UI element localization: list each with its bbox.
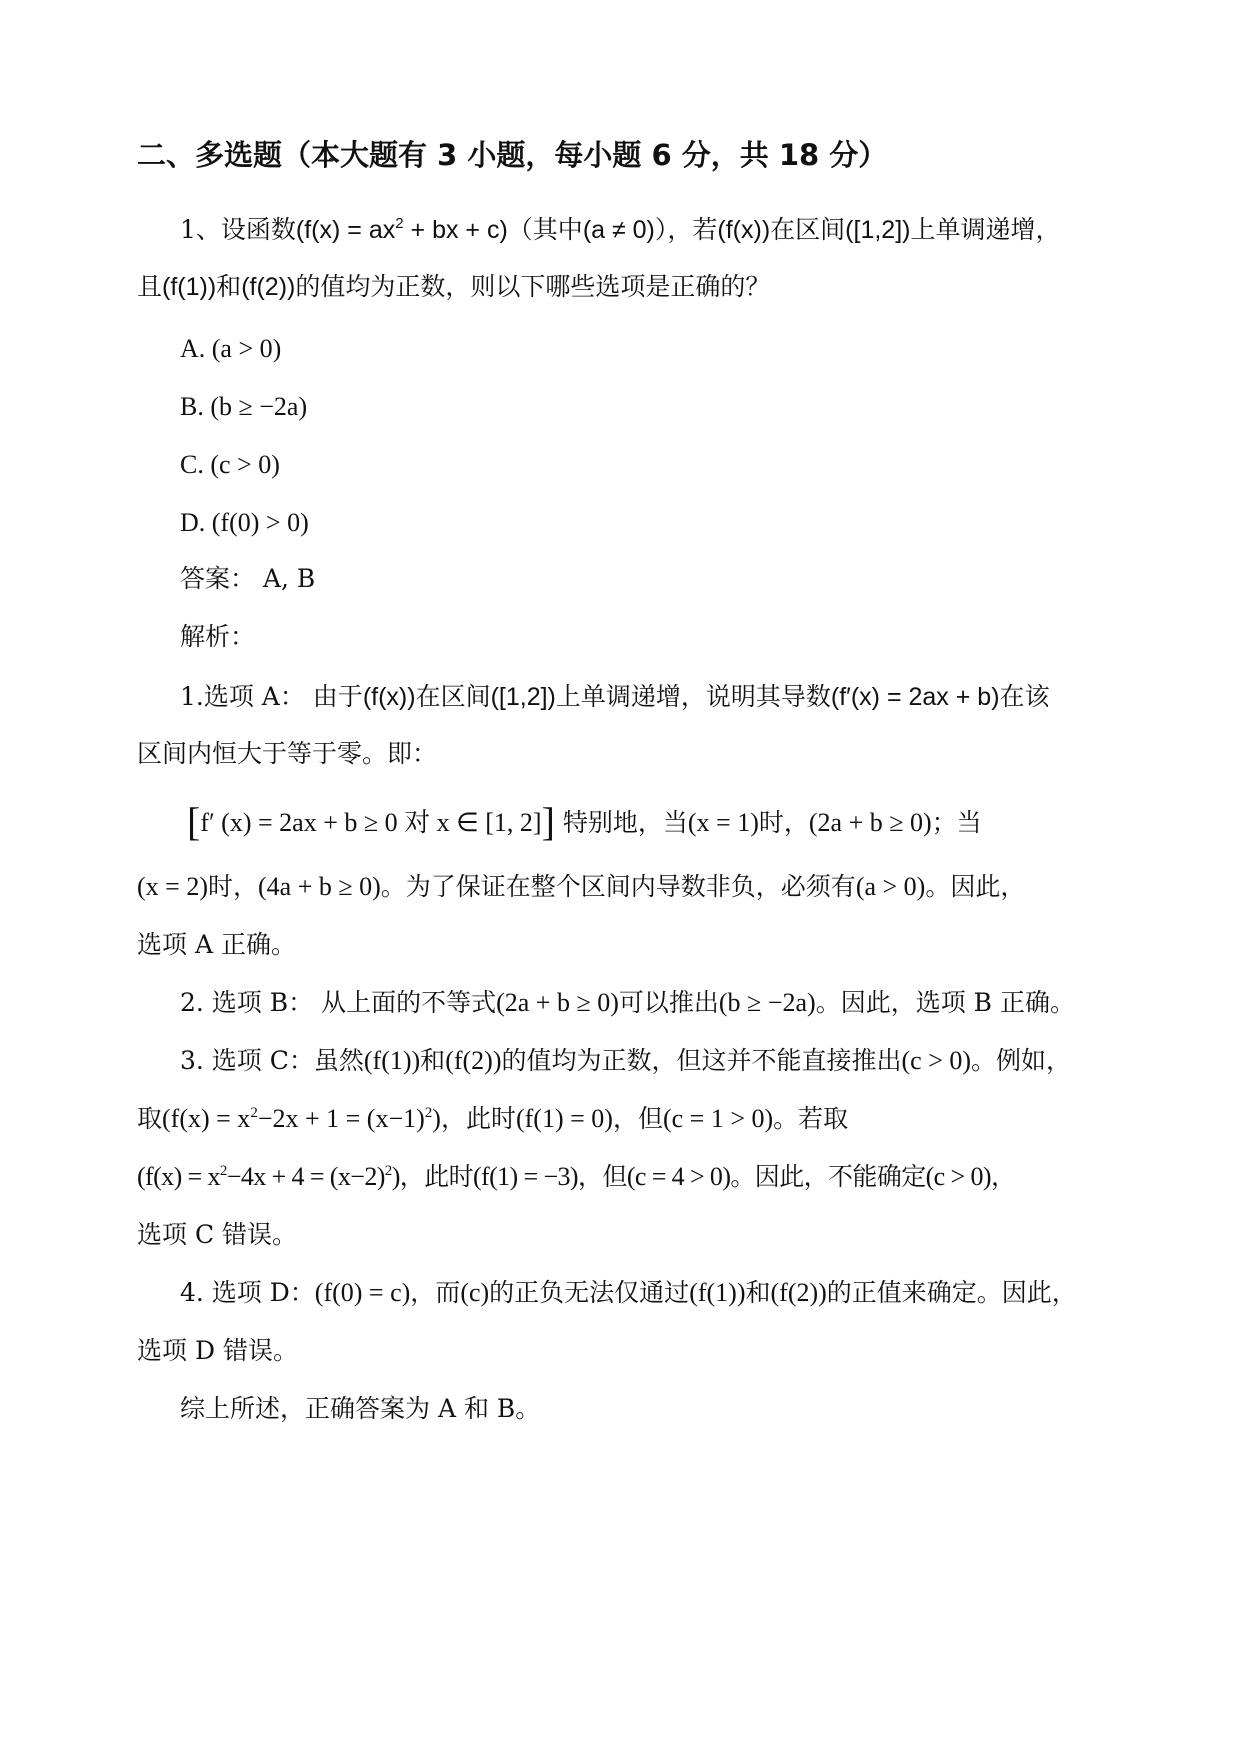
- analysis-4-line-1: 4. 选项 D：(f(0) = c)，而(c)的正负无法仅通过(f(1))和(f(2))的正值来确定。因此，: [180, 1278, 1077, 1307]
- analysis-3-line-1: 3. 选项 C：虽然(f(1))和(f(2))的值均为正数，但这并不能直接推出(c > 0)。例如，: [180, 1046, 1072, 1075]
- question-line-1: 1、设函数($f(x) = ax^2$ + bx + c)（其中(a ≠ 0)），若(f(x))在区间([1,2])上单调递增，: [180, 215, 1061, 244]
- condition: (a ≠ 0): [582, 216, 655, 244]
- analysis-1-line-1: 1.选项 A： 由于(f(x))在区间([1,2])上单调递增，说明其导数(f′(x) = 2ax + b)在该: [180, 682, 1050, 711]
- option-c: C. (c > 0): [180, 450, 280, 479]
- function-definition: ($f(x) = ax^2$ + bx + c): [295, 215, 508, 244]
- analysis-3-line-4: 选项 C 错误。: [137, 1220, 298, 1249]
- summary: 综上所述，正确答案为 A 和 B。: [180, 1394, 541, 1423]
- analysis-1-line-4: (x = 2)时，(4a + b ≥ 0)。为了保证在整个区间内导数非负，必须有(a > 0)。因此，: [137, 872, 1026, 901]
- section-heading: 二、多选题（本大题有 3 小题，每小题 6 分，共 18 分）: [137, 138, 888, 172]
- derivative-formula: f′ (x) = 2ax + b ≥ 0 对 x ∈ [1, 2]: [200, 808, 542, 837]
- analysis-1-line-3: [f′ (x) = 2ax + b ≥ 0 对 x ∈ [1, 2]] 特别地，当(x = 1)时，(2a + b ≥ 0)；当: [187, 799, 982, 844]
- analysis-1-line-2: 区间内恒大于等于零。即：: [137, 739, 438, 768]
- option-d: D. (f(0) > 0): [180, 508, 309, 537]
- example-2: $(f(x) = x^2-4x + 4 = (x-2)^2)$: [137, 1162, 400, 1191]
- analysis-3-line-3: $(f(x) = x^2-4x + 4 = (x-2)^2)$，此时(f(1) = −3)，但(c = 4 > 0)。因此，不能确定(c > 0)，: [137, 1162, 1016, 1191]
- analysis-3-line-2: 取$(f(x) = x^2-2x + 1 = (x-1)^2)$，此时(f(1) = 0)，但(c = 1 > 0)。若取: [137, 1104, 849, 1133]
- question-text: 1、设函数: [180, 215, 296, 244]
- answer: 答案： A, B: [180, 564, 316, 593]
- question-line-2: 且(f(1))和(f(2))的值均为正数，则以下哪些选项是正确的？: [137, 272, 771, 301]
- option-b: B. (b ≥ −2a): [180, 392, 308, 421]
- analysis-label: 解析：: [180, 622, 256, 651]
- analysis-2: 2. 选项 B： 从上面的不等式(2a + b ≥ 0)可以推出(b ≥ −2a)。因此，选项 B 正确。: [180, 988, 1075, 1017]
- option-a: A. (a > 0): [180, 334, 282, 363]
- analysis-1-line-5: 选项 A 正确。: [137, 930, 296, 959]
- analysis-4-line-2: 选项 D 错误。: [137, 1336, 298, 1365]
- example-1: $(f(x) = x^2-2x + 1 = (x-1)^2)$: [162, 1104, 441, 1133]
